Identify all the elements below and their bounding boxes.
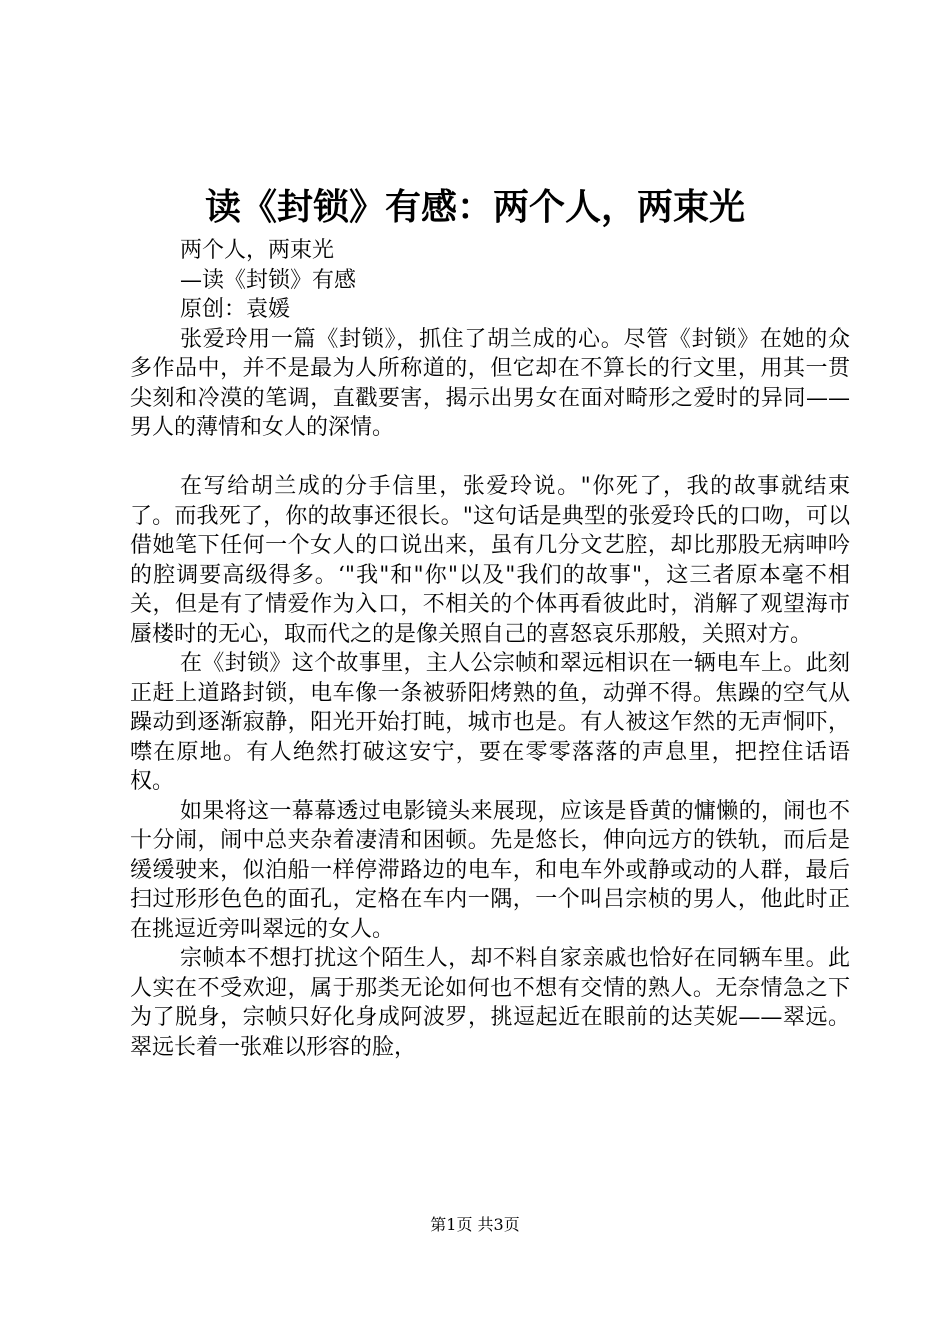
paragraph: 张爱玲用一篇《封锁》，抓住了胡兰成的心。尽管《封锁》在她的众多作品中，并不是最为人所称道的，但它却在不算长的行文里，用其一贯尖刻和冷漠的笔调，直戳要害，揭示出男女在面对畸形之爱时的异同——男人的薄情和女人的深情。 bbox=[130, 326, 850, 440]
paragraph: 宗帧本不想打扰这个陌生人，却不料自家亲戚也恰好在同辆车里。此人实在不受欢迎，属于那类无论如何也不想有交情的熟人。无奈情急之下为了脱身，宗帧只好化身成阿波罗，挑逗起近在眼前的达芙妮——翠远。翠远长着一张难以形容的脸， bbox=[130, 946, 850, 1060]
document-body bbox=[130, 236, 850, 1062]
paragraph: 在写给胡兰成的分手信里，张爱玲说。"你死了，我的故事就结束了。而我死了，你的故事还很长。"这句话是典型的张爱玲氏的口吻，可以借她笔下任何一个女人的口说出来，虽有几分文艺腔，却比那股无病呻吟的腔调要高级得多。‘"我"和"你"以及"我们的故事"，这三者原本毫不相关，但是有了情爱作为入口，不相关的个体再看彼此时，消解了观望海市蜃楼时的无心，取而代之的是像关照自己的喜怒哀乐那般，关照对方。 bbox=[130, 474, 850, 647]
author-line: 原创：袁媛 bbox=[180, 297, 291, 322]
paragraph-spacer bbox=[130, 443, 850, 473]
page-number: 第1页 共3页 bbox=[430, 1215, 520, 1234]
subtitle-line: 两个人，两束光 bbox=[180, 238, 335, 263]
paragraph: 在《封锁》这个故事里，主人公宗帧和翠远相识在一辆电车上。此刻正赶上道路封锁，电车像一条被骄阳烤熟的鱼，动弹不得。焦躁的空气从躁动到逐渐寂静，阳光开始打盹，城市也是。有人被这乍然的无声恫吓，噤在原地。有人绝然打破这安宁，要在零零落落的声息里，把控住话语权。 bbox=[130, 651, 850, 794]
document-title: 读《封锁》有感：两个人，两束光 bbox=[204, 186, 745, 228]
paragraph: 如果将这一幕幕透过电影镜头来展现，应该是昏黄的慵懒的，闹也不十分闹，闹中总夹杂着凄清和困顿。先是悠长，伸向远方的铁轨，而后是缓缓驶来，似泊船一样停滞路边的电车，和电车外或静或动的人群，最后扫过形形色色的面孔，定格在车内一隅，一个叫吕宗桢的男人，他此时正在挑逗近旁叫翠远的女人。 bbox=[130, 798, 850, 942]
subtitle-line: —读《封锁》有感 bbox=[180, 267, 357, 293]
